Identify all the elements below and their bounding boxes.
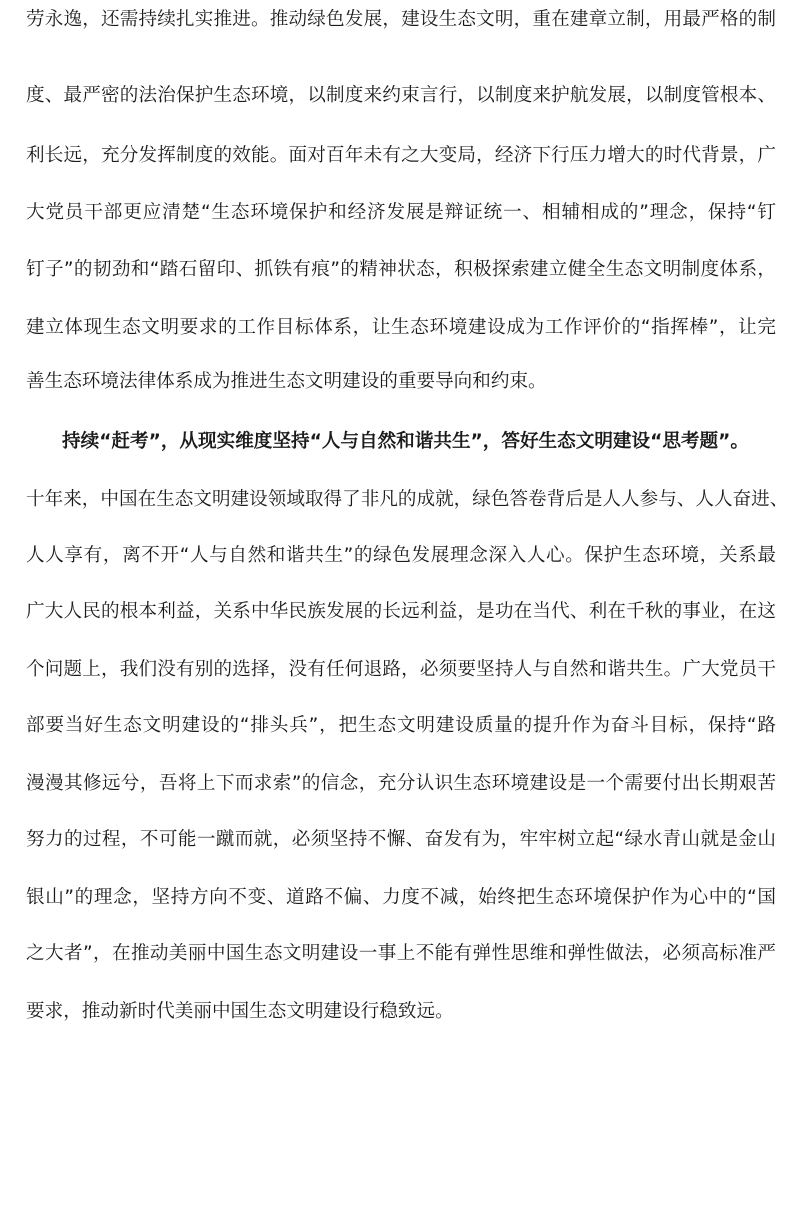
paragraph-2-line-7: 努力的过程，不可能一蹴而就，必须坚持不懈、奋发有为，牢牢树立起“绿水青山就是金山	[26, 829, 776, 850]
paragraph-1-line-4: 大党员干部更应清楚“生态环境保护和经济发展是辩证统一、相辅相成的”理念，保持“钉	[26, 202, 776, 223]
paragraph-2-line-10: 要求，推动新时代美丽中国生态文明建设行稳致远。	[26, 1001, 454, 1022]
paragraph-1-line-5: 钉子”的韧劲和“踏石留印、抓铁有痕”的精神状态，积极探索建立健全生态文明制度体系，	[26, 259, 776, 280]
paragraph-2-line-4: 个问题上，我们没有别的选择，没有任何退路，必须要坚持人与自然和谐共生。广大党员干	[26, 659, 776, 680]
paragraph-2-line-9: 之大者”，在推动美丽中国生态文明建设一事上不能有弹性思维和弹性做法，必须高标准严	[26, 943, 776, 964]
paragraph-2-line-2: 人人享有，离不开“人与自然和谐共生”的绿色发展理念深入人心。保护生态环境，关系最	[26, 545, 776, 566]
paragraph-2-heading: 持续“赶考”，从现实维度坚持“人与自然和谐共生”，答好生态文明建设“思考题”。	[62, 431, 749, 452]
paragraph-1-line-3: 利长远，充分发挥制度的效能。面对百年未有之大变局，经济下行压力增大的时代背景，广	[26, 145, 776, 166]
paragraph-2-line-1: 十年来，中国在生态文明建设领域取得了非凡的成就，绿色答卷背后是人人参与、人人奋进、	[26, 489, 789, 510]
paragraph-2-line-3: 广大人民的根本利益，关系中华民族发展的长远利益，是功在当代、利在千秋的事业，在这	[26, 601, 776, 622]
paragraph-1-line-6: 建立体现生态文明要求的工作目标体系，让生态环境建设成为工作评价的“指挥棒”，让完	[26, 317, 776, 338]
paragraph-1-line-2: 度、最严密的法治保护生态环境，以制度来约束言行，以制度来护航发展，以制度管根本、	[26, 85, 776, 106]
paragraph-1-line-7: 善生态环境法律体系成为推进生态文明建设的重要导向和约束。	[26, 371, 547, 392]
paragraph-2-line-6: 漫漫其修远兮，吾将上下而求索”的信念，充分认识生态环境建设是一个需要付出长期艰苦	[26, 773, 776, 794]
paragraph-2-line-5: 部要当好生态文明建设的“排头兵”，把生态文明建设质量的提升作为奋斗目标，保持“路	[26, 715, 776, 736]
paragraph-1-line-1: 劳永逸，还需持续扎实推进。推动绿色发展，建设生态文明，重在建章立制，用最严格的制	[26, 9, 776, 30]
paragraph-2-line-8: 银山”的理念，坚持方向不变、道路不偏、力度不减，始终把生态环境保护作为心中的“国	[26, 887, 776, 908]
